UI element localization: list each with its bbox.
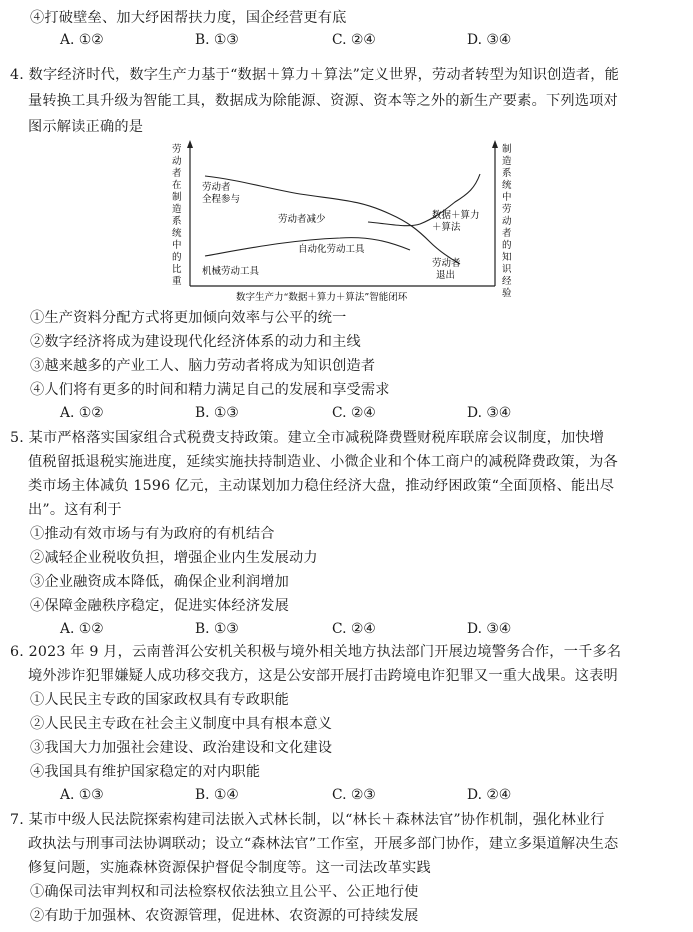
label-full-participation-2: 全程参与 <box>202 194 241 205</box>
svg-text:制: 制 <box>172 192 182 203</box>
svg-text:统: 统 <box>172 228 182 239</box>
q5-option-d: D. ③④ <box>467 621 512 637</box>
q6-item-4: ④我国具有维护国家稳定的对内职能 <box>30 764 261 780</box>
svg-text:造: 造 <box>172 204 182 215</box>
svg-text:的: 的 <box>172 252 182 263</box>
q4-option-c: C. ②④ <box>332 405 376 421</box>
svg-text:系: 系 <box>172 216 182 227</box>
q3-option-a: A. ①② <box>60 32 104 48</box>
q4-option-a: A. ①② <box>60 405 104 421</box>
figure-right-axis-label <box>502 143 512 299</box>
svg-text:比: 比 <box>172 264 182 275</box>
svg-text:经: 经 <box>502 276 512 287</box>
svg-text:中: 中 <box>172 240 182 251</box>
q6-item-1: ①人民民主专政的国家政权具有专政职能 <box>30 692 289 708</box>
q5-item-2: ②减轻企业税收负担，增强企业内生发展动力 <box>30 550 318 566</box>
q5-option-b: B. ①③ <box>195 621 239 637</box>
svg-text:者: 者 <box>502 228 512 239</box>
svg-text:劳: 劳 <box>502 204 512 215</box>
label-data-compute-2: ＋算法 <box>432 222 461 233</box>
q7-item-1: ①确保司法审判权和司法检察权依法独立且公平、公正地行使 <box>30 884 419 900</box>
figure-left-axis-label <box>172 143 182 287</box>
q4-option-d: D. ③④ <box>467 405 512 421</box>
q4-item-3: ③越来越多的产业工人、脑力劳动者将成为知识创造者 <box>30 358 376 374</box>
q5-item-4: ④保障金融秩序稳定，促进实体经济发展 <box>30 598 289 614</box>
q7-stem-line-3: 修复问题，实施森林资源保护督促令制度等。这一司法改革实践 <box>28 860 431 876</box>
q4-stem-line-1: 4. 数字经济时代，数字生产力基于“数据＋算力＋算法”定义世界，劳动者转型为知识创造者，能 <box>10 67 620 83</box>
figure-right-arrow <box>492 140 498 148</box>
q3-option-d: D. ③④ <box>467 32 512 48</box>
q5-stem-line-1: 5. 某市严格落实国家组合式税费支持政策。建立全市减税降费暨财税库联席会议制度，加快增 <box>10 430 605 446</box>
svg-text:劳: 劳 <box>172 144 182 155</box>
svg-text:的: 的 <box>502 240 512 251</box>
q5-option-a: A. ①② <box>60 621 104 637</box>
svg-text:造: 造 <box>502 156 512 167</box>
q4-option-b: B. ①③ <box>195 405 239 421</box>
q3-option-b: B. ①③ <box>195 32 239 48</box>
svg-text:系: 系 <box>502 168 512 179</box>
q5-item-1: ①推动有效市场与有为政府的有机结合 <box>30 526 275 542</box>
svg-text:中: 中 <box>502 192 512 203</box>
label-full-participation-1: 劳动者 <box>202 182 231 193</box>
q3-option-c: C. ②④ <box>332 32 376 48</box>
label-workers-exit-1: 劳动者 <box>432 258 461 269</box>
figure-left-arrow <box>187 140 193 148</box>
label-automation-tools: 自动化劳动工具 <box>298 244 365 255</box>
label-data-compute-1: 数据＋算力 <box>432 210 480 221</box>
svg-text:在: 在 <box>172 180 182 191</box>
q7-stem-line-2: 政执法与刑事司法协调联动；设立“森林法官”工作室，开展多部门协作，建立多渠道解决生态 <box>28 836 619 852</box>
q5-item-3: ③企业融资成本降低，确保企业利润增加 <box>30 574 289 590</box>
svg-text:知: 知 <box>502 252 512 263</box>
label-workers-exit-2: 退出 <box>436 270 456 281</box>
q3-item-4: ④打破壁垒、加大纾困帮扶力度，国企经营更有底 <box>30 10 347 26</box>
q6-option-c: C. ②③ <box>332 787 376 803</box>
svg-text:识: 识 <box>502 264 512 275</box>
q4-stem-line-3: 图示解读正确的是 <box>28 119 144 135</box>
svg-text:者: 者 <box>172 168 182 179</box>
q4-item-2: ②数字经济将成为建设现代化经济体系的动力和主线 <box>30 334 361 350</box>
q4-item-4: ④人们将有更多的时间和精力满足自己的发展和享受需求 <box>30 382 390 398</box>
q4-item-1: ①生产资料分配方式将更加倾向效率与公平的统一 <box>30 310 347 326</box>
svg-text:验: 验 <box>502 288 512 299</box>
q7-stem-line-1: 7. 某市中级人民法院探索构建司法嵌入式林长制，以“林长＋森林法官”协作机制，强化林业行 <box>10 812 605 828</box>
svg-text:制: 制 <box>502 144 512 155</box>
svg-text:重: 重 <box>172 276 182 287</box>
q7-item-2: ②有助于加强林、农资源管理，促进林、农资源的可持续发展 <box>30 908 419 924</box>
label-mechanical-tools: 机械劳动工具 <box>202 266 260 277</box>
svg-text:动: 动 <box>172 156 182 167</box>
q6-stem-line-2: 境外涉诈犯罪嫌疑人成功移交我方，这是公安部开展打击跨境电诈犯罪又一重大战果。这表明 <box>28 668 618 684</box>
q6-option-b: B. ①④ <box>195 787 239 803</box>
svg-text:动: 动 <box>502 216 512 227</box>
svg-text:统: 统 <box>502 180 512 191</box>
q4-figure <box>150 138 540 306</box>
label-workers-decrease: 劳动者减少 <box>278 214 326 225</box>
q4-stem-line-2: 量转换工具升级为智能工具，数据成为除能源、资源、资本等之外的新生产要素。下列选项对 <box>28 93 618 109</box>
q5-stem-line-2: 值税留抵退税实施进度，延续实施扶持制造业、小微企业和个体工商户的减税降费政策，为各 <box>28 454 618 470</box>
figure-bottom-axis-label: 数字生产力“数据＋算力＋算法”智能闭环 <box>236 292 408 303</box>
q6-item-3: ③我国大力加强社会建设、政治建设和文化建设 <box>30 740 333 756</box>
q6-option-a: A. ①③ <box>60 787 104 803</box>
q6-stem-line-1: 6. 2023 年 9 月，云南普洱公安机关积极与境外相关地方执法部门开展边境警务合作，一千多名 <box>10 644 622 660</box>
q5-stem-line-3: 类市场主体减负 1596 亿元，主动谋划加力稳住经济大盘，推动纾困政策“全面顶格、能出尽 <box>28 478 615 494</box>
q5-stem-line-4: 出”。这有利于 <box>28 502 122 518</box>
q6-item-2: ②人民民主专政在社会主义制度中具有根本意义 <box>30 716 333 732</box>
q5-option-c: C. ②④ <box>332 621 376 637</box>
q6-option-d: D. ②④ <box>467 787 512 803</box>
